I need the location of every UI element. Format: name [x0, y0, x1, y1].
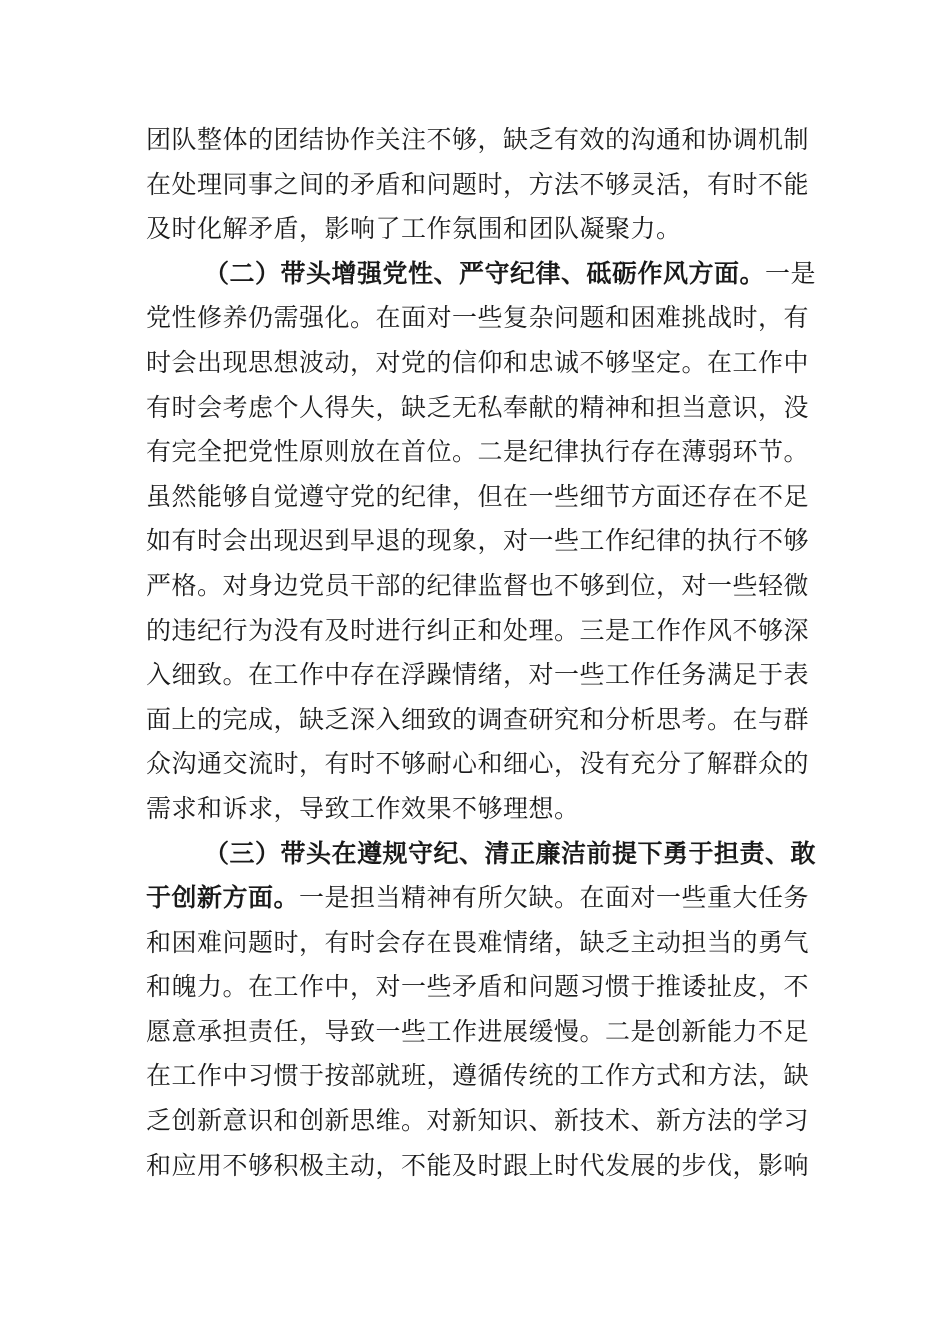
body-line: 面上的完成，缺乏深入细致的调查研究和分析思考。在与群 [146, 704, 810, 734]
document-body [146, 118, 817, 1188]
body-line: 众沟通交流时，有时不够耐心和细心，没有充分了解群众的 [146, 749, 810, 779]
body-line: 和困难问题时，有时会存在畏难情绪，缺乏主动担当的勇气 [146, 927, 810, 957]
section-two-first-line [146, 252, 817, 297]
body-line: 的违纪行为没有及时进行纠正和处理。三是工作作风不够深 [146, 615, 810, 645]
body-line: 有时会考虑个人得失，缺乏无私奉献的精神和担当意识，没 [146, 392, 810, 422]
section-two-first-line-rest: 一是 [765, 258, 817, 288]
section-three-line2-rest: 一是担当精神有所欠缺。在面对一些重大任务 [299, 883, 810, 913]
body-line: 和魄力。在工作中，对一些矛盾和问题习惯于推诿扯皮，不 [146, 972, 810, 1002]
body-line: 需求和诉求，导致工作效果不够理想。 [146, 793, 580, 823]
body-line: 虽然能够自觉遵守党的纪律，但在一些细节方面还存在不足 [146, 481, 810, 511]
body-line: 如有时会出现迟到早退的现象，对一些工作纪律的执行不够 [146, 526, 810, 556]
body-line: 愿意承担责任，导致一些工作进展缓慢。二是创新能力不足 [146, 1016, 810, 1046]
body-line: 及时化解矛盾，影响了工作氛围和团队凝聚力。 [146, 214, 682, 244]
body-line: 时会出现思想波动，对党的信仰和忠诚不够坚定。在工作中 [146, 347, 810, 377]
section-two-heading: （二）带头增强党性、严守纪律、砥砺作风方面。 [204, 258, 766, 288]
body-line: 有完全把党性原则放在首位。二是纪律执行存在薄弱环节。 [146, 437, 810, 467]
section-three-heading-line2: 于创新方面。 [146, 883, 300, 913]
body-line: 和应用不够积极主动，不能及时跟上时代发展的步伐，影响 [146, 1150, 810, 1180]
body-line: 严格。对身边党员干部的纪律监督也不够到位，对一些轻微 [146, 570, 810, 600]
body-line: 在处理同事之间的矛盾和问题时，方法不够灵活，有时不能 [146, 169, 810, 199]
body-line: 团队整体的团结协作关注不够，缺乏有效的沟通和协调机制 [146, 125, 810, 154]
body-line: 入细致。在工作中存在浮躁情绪，对一些工作任务满足于表 [146, 660, 810, 690]
body-line: 党性修养仍需强化。在面对一些复杂问题和困难挑战时，有 [146, 303, 810, 333]
section-three-second-line [146, 876, 808, 921]
body-line: 在工作中习惯于按部就班，遵循传统的工作方式和方法，缺 [146, 1061, 810, 1091]
section-three-heading-line1: （三）带头在遵规守纪、清正廉洁前提下勇于担责、敢 [204, 838, 817, 868]
body-line: 乏创新意识和创新思维。对新知识、新技术、新方法的学习 [146, 1106, 810, 1136]
